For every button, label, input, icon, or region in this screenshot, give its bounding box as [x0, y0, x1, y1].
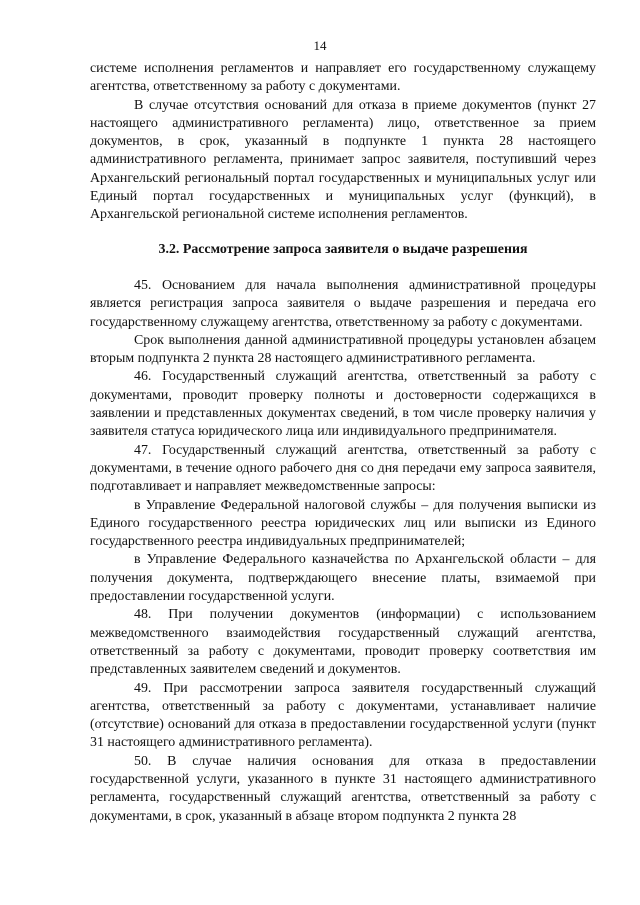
paragraph: 49. При рассмотрении запроса заявителя государственный служащий агентства, ответственный за работу с документами, устанавливает наличие (отсутствие) оснований для отказа в предоставлении государственной услуги (пункт 31 настоящего административного регламента). — [90, 680, 596, 751]
paragraph: 45. Основанием для начала выполнения административной процедуры является регистрация запроса заявителя о выдаче разрешения и передача его государственному служащему агентства, ответственному за работу с документами. — [90, 277, 596, 330]
paragraph: 46. Государственный служащий агентства, ответственный за работу с документами, проводит проверку полноты и достоверности содержащихся в заявлении и представленных документах сведений, в том числе проверку наличия у заявителя статуса юридического лица или индивидуального предпринимателя. — [90, 369, 596, 440]
page-number: 14 — [313, 38, 327, 53]
section-heading: 3.2. Рассмотрение запроса заявителя о выдаче разрешения — [158, 241, 528, 257]
paragraph: 47. Государственный служащий агентства, ответственный за работу с документами, в течение одного рабочего дня со дня передачи ему запроса заявителя, подготавливает и направляет межведомственные запросы: — [90, 442, 596, 495]
paragraph: 48. При получении документов (информации) с использованием межведомственного взаимодействия государственный служащий агентства, ответственный за работу с документами, проводит проверку соответствия им представленных заявителем сведений и документов. — [90, 607, 596, 678]
paragraph: системе исполнения регламентов и направляет его государственному служащему агентства, ответственному за работу с документами. — [90, 61, 596, 95]
paragraph: 50. В случае наличия основания для отказа в предоставлении государственной услуги, указанного в пункте 31 настоящего административного регламента, государственный служащий агентства, ответственный за работу с документами, в срок, указанный в абзаце втором подпункта 2 пункта 28 — [90, 753, 596, 824]
paragraph: в Управление Федеральной налоговой службы – для получения выписки из Единого государственного реестра юридических лиц или выписки из Единого государственного реестра индивидуальных предпринимателей; — [90, 497, 596, 550]
paragraph: Срок выполнения данной административной процедуры установлен абзацем вторым подпункта 2 пункта 28 настоящего административного регламента. — [90, 332, 596, 367]
document-body — [90, 60, 596, 826]
paragraph: В случае отсутствия оснований для отказа в приеме документов (пункт 27 настоящего административного регламента) лицо, ответственное за прием документов, в срок, указанный в подпункте 1 пункта 28 настоящего административного регламента, принимает запрос заявителя, поступивший через Архангельский региональный портал государственных и муниципальных услуг или Единый портал государственных и муниципальных услуг (функций), в Архангельской региональной системе исполнения регламентов. — [90, 97, 596, 223]
paragraph: в Управление Федерального казначейства по Архангельской области – для получения документа, подтверждающего внесение платы, взимаемой при предоставлении государственной услуги. — [90, 552, 596, 605]
